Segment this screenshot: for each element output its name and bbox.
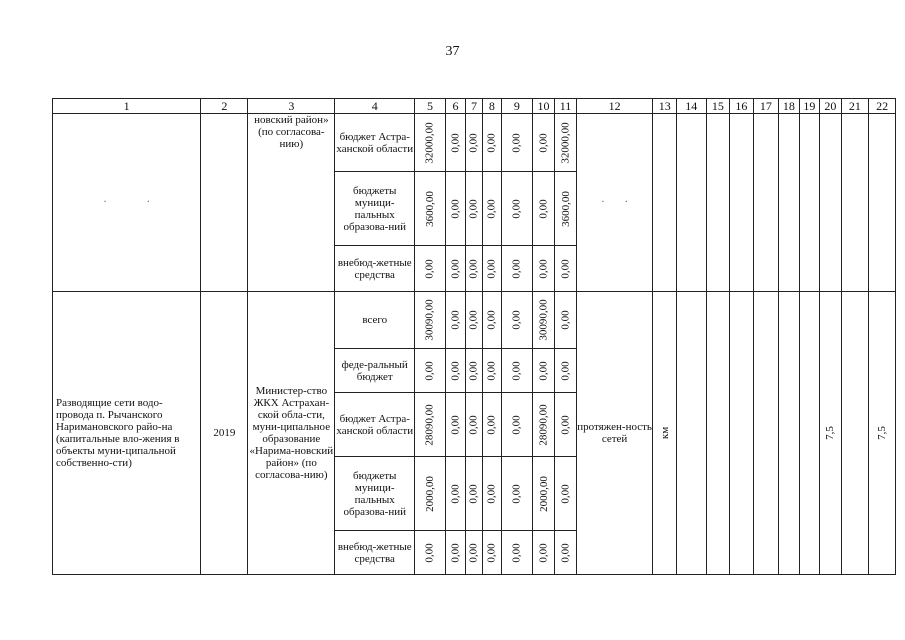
unit-cell: км [653,292,677,575]
value-cell: 0,00 [445,531,465,575]
indicator-cell: · · [576,114,653,292]
value-cell: 0,00 [555,246,576,292]
value-cell: 0,00 [466,457,482,531]
executor-cell: Министер-ство ЖКХ Астрахан-ской обла-сти, муни-ципальное образование «Нарима-новский район» (по согласова-нию) [248,292,335,575]
empty-cell [841,114,869,292]
value-cell: 32000,00 [415,114,446,172]
value-cell: 7,5 [820,292,841,575]
value-cell: 0,00 [445,393,465,457]
col-header: 18 [779,99,799,114]
value-cell: 2000,00 [532,457,555,531]
value-cell: 0,00 [555,531,576,575]
value-cell: 0,00 [502,531,533,575]
value-cell: 0,00 [502,246,533,292]
col-header: 16 [730,99,754,114]
year-cell: 2019 [201,292,248,575]
value-cell: 0,00 [532,246,555,292]
funding-source: бюджет Астра-ханской области [335,393,415,457]
value-cell: 0,00 [555,457,576,531]
page-number: 37 [445,44,460,59]
value-cell: 0,00 [415,531,446,575]
col-header: 4 [335,99,415,114]
value-cell: 0,00 [502,457,533,531]
funding-source: всего [335,292,415,349]
table-row [53,292,896,349]
value-cell: 7,5 [869,292,896,575]
col-header: 5 [415,99,446,114]
empty-cell [779,292,799,575]
empty-cell [820,114,841,292]
empty-cell [799,292,819,575]
empty-cell [730,292,754,575]
value-cell: 0,00 [466,292,482,349]
value-cell: 0,00 [445,349,465,393]
value-cell: 0,00 [532,114,555,172]
value-cell: 0,00 [466,172,482,246]
value-cell: 0,00 [466,349,482,393]
value-cell: 28090,00 [532,393,555,457]
value-cell: 32000,00 [555,114,576,172]
empty-cell [799,114,819,292]
value-cell: 0,00 [466,246,482,292]
col-header: 14 [676,99,706,114]
col-header: 19 [799,99,819,114]
col-header: 7 [466,99,482,114]
value-cell: 28090,00 [415,393,446,457]
value-cell: 30090,00 [415,292,446,349]
value-cell: 0,00 [555,292,576,349]
year-cell [201,114,248,292]
col-header: 15 [706,99,730,114]
col-header: 11 [555,99,576,114]
value-cell: 0,00 [482,457,501,531]
value-cell: 0,00 [555,393,576,457]
value-cell: 0,00 [482,172,501,246]
value-cell: 30090,00 [532,292,555,349]
col-header: 21 [841,99,869,114]
value-cell: 0,00 [532,172,555,246]
value-cell: 0,00 [445,457,465,531]
value-cell: 2000,00 [415,457,446,531]
header-row [53,99,896,114]
col-header: 10 [532,99,555,114]
col-header: 2 [201,99,248,114]
col-header: 13 [653,99,677,114]
col-header: 6 [445,99,465,114]
executor-cell: новский район» (по согласова-нию) [248,114,335,292]
empty-cell [753,114,779,292]
col-header: 20 [820,99,841,114]
indicator-cell: протяжен-ность сетей [576,292,653,575]
value-cell: 0,00 [482,246,501,292]
table-row [53,114,896,172]
value-cell: 0,00 [502,292,533,349]
value-cell: 0,00 [555,349,576,393]
col-header: 17 [753,99,779,114]
value-cell: 0,00 [415,246,446,292]
col-header: 9 [502,99,533,114]
col-header: 3 [248,99,335,114]
empty-cell [730,114,754,292]
value-cell: 0,00 [482,114,501,172]
funding-source: бюджеты муници-пальных образова-ний [335,457,415,531]
value-cell: 0,00 [445,172,465,246]
funding-source: феде-ральный бюджет [335,349,415,393]
budget-table [52,98,896,575]
empty-cell [706,114,730,292]
empty-cell [869,114,896,292]
value-cell: 3600,00 [555,172,576,246]
empty-cell [653,114,677,292]
value-cell: 0,00 [502,172,533,246]
funding-source: бюджет Астра-ханской области [335,114,415,172]
value-cell: 0,00 [482,393,501,457]
empty-cell [779,114,799,292]
value-cell: 0,00 [502,114,533,172]
empty-cell [676,114,706,292]
value-cell: 0,00 [532,531,555,575]
value-cell: 0,00 [445,246,465,292]
value-cell: 0,00 [445,292,465,349]
value-cell: 0,00 [502,349,533,393]
empty-cell [841,292,869,575]
value-cell: 0,00 [466,393,482,457]
value-cell: 0,00 [482,531,501,575]
value-cell: 0,00 [415,349,446,393]
value-cell: 0,00 [445,114,465,172]
value-cell: 0,00 [532,349,555,393]
col-header: 8 [482,99,501,114]
col-header: 12 [576,99,653,114]
value-cell: 3600,00 [415,172,446,246]
object-name-cell: Разводящие сети водо-провода п. Рычанского Наримановского райо-на (капитальные вло-жения в объекты муни-ципальной собственно-сти) [53,292,201,575]
empty-cell [706,292,730,575]
value-cell: 0,00 [482,349,501,393]
value-cell: 0,00 [466,531,482,575]
funding-source: бюджеты муници-пальных образова-ний [335,172,415,246]
empty-cell [753,292,779,575]
col-header: 1 [53,99,201,114]
object-name-cell: · · [53,114,201,292]
value-cell: 0,00 [482,292,501,349]
funding-source: внебюд-жетные средства [335,246,415,292]
funding-source: внебюд-жетные средства [335,531,415,575]
value-cell: 0,00 [466,114,482,172]
value-cell: 0,00 [502,393,533,457]
col-header: 22 [869,99,896,114]
empty-cell [676,292,706,575]
